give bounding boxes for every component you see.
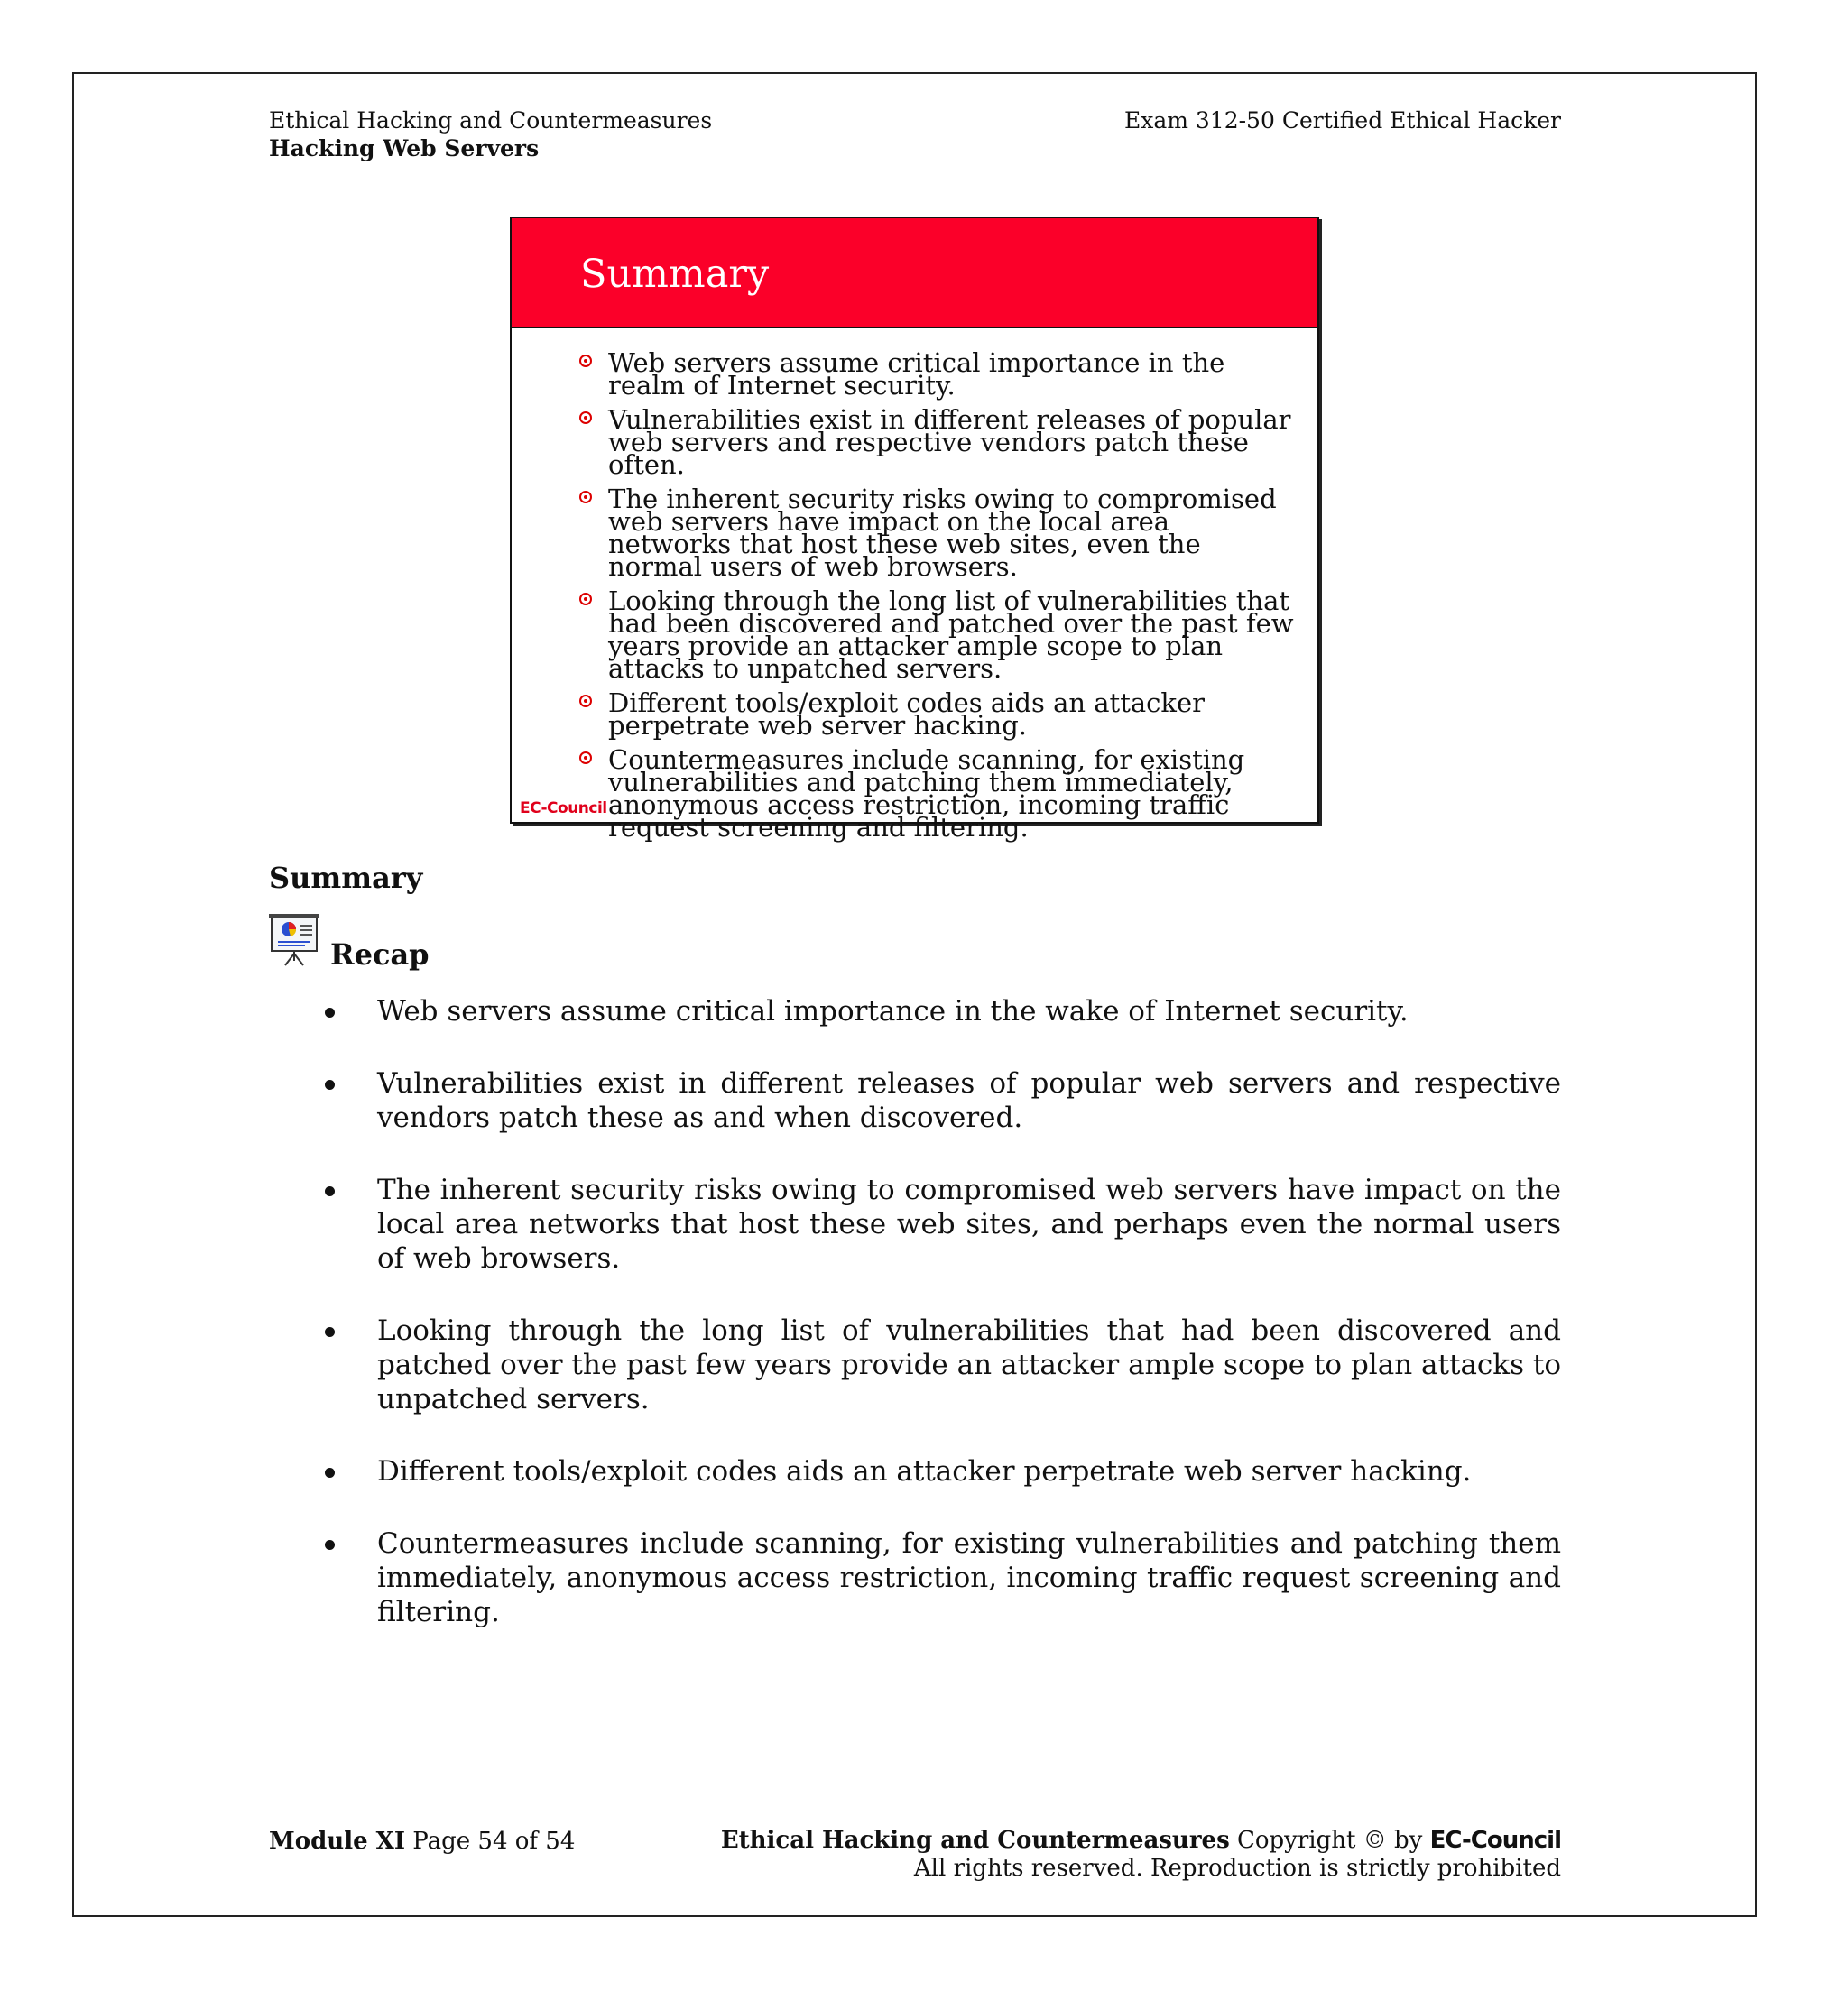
target-bullet-icon [579, 695, 592, 707]
recap-heading: Recap [330, 937, 430, 972]
recap-item-text: Looking through the long list of vulnerabilities that had been discovered and patched over the past few years provide an attacker ample scope to plan attacks to unpatched servers. [377, 1314, 1561, 1415]
slide-title: Summary [580, 252, 770, 297]
copyright-text: Copyright © by [1236, 1827, 1423, 1854]
recap-item-text: The inherent security risks owing to compromised web servers have impact on the local area networks that host these web sites, and perhaps even the normal users of web browsers. [377, 1174, 1561, 1275]
slide-bullet-text: Looking through the long list of vulnerabilities that had been discovered and patched over the past few years provide an attacker ample scope to plan attacks to unpatched servers. [608, 585, 1294, 684]
ec-council-logo: EC-Council [520, 799, 607, 817]
bullet-dot-icon [325, 1008, 335, 1018]
section-heading: Summary [269, 861, 423, 895]
bullet-dot-icon [325, 1468, 335, 1478]
bullet-dot-icon [325, 1540, 335, 1550]
page-header-left [269, 106, 712, 162]
copyright-title: Ethical Hacking and Countermeasures [720, 1827, 1230, 1854]
module-title: Hacking Web Servers [269, 135, 540, 161]
presentation-board-icon [269, 914, 321, 972]
recap-item [377, 1526, 1561, 1629]
recap-item [377, 1314, 1561, 1416]
slide-bullet-text: The inherent security risks owing to compromised web servers have impact on the local area networks that host these web sites, even the normal users of web browsers. [608, 484, 1277, 582]
module-label: Module XI [269, 1828, 406, 1855]
summary-slide [510, 217, 1319, 843]
course-title: Ethical Hacking and Countermeasures [269, 107, 713, 134]
page-number: Page 54 of 54 [412, 1828, 576, 1855]
recap-item [377, 1454, 1561, 1489]
slide-bullet-text: Countermeasures include scanning, for existing vulnerabilities and patching them immediately, anonymous access restriction, incoming traffic request screening and filtering. [608, 744, 1245, 843]
page-footer-right [721, 1827, 1561, 1883]
slide-bullet-item [579, 347, 1297, 401]
slide-bullet-text: Web servers assume critical importance in the realm of Internet security. [608, 347, 1225, 401]
bullet-dot-icon [325, 1327, 335, 1337]
target-bullet-icon [579, 355, 592, 367]
recap-item [377, 1173, 1561, 1276]
page-footer-left [269, 1827, 575, 1856]
recap-item-text: Web servers assume critical importance in the wake of Internet security. [377, 995, 1409, 1028]
slide-bullet-list [579, 347, 1297, 851]
recap-item-text: Different tools/exploit codes aids an attacker perpetrate web server hacking. [377, 1455, 1472, 1488]
exam-label: Exam 312-50 Certified Ethical Hacker [1123, 107, 1561, 134]
target-bullet-icon [579, 751, 592, 764]
slide-bullet-item [579, 484, 1297, 582]
slide-bullet-item [579, 744, 1297, 843]
slide-header-bar [512, 218, 1317, 328]
target-bullet-icon [579, 491, 592, 503]
bullet-dot-icon [325, 1186, 335, 1196]
slide-bullet-item [579, 404, 1297, 480]
ec-council-brand: EC-Council [1429, 1827, 1561, 1854]
recap-item-text: Vulnerabilities exist in different releases of popular web servers and respective vendors patch these as and when discovered. [377, 1067, 1561, 1134]
recap-item-text: Countermeasures include scanning, for existing vulnerabilities and patching them immediately, anonymous access restriction, incoming traffic request screening and filtering. [377, 1527, 1561, 1628]
bullet-dot-icon [325, 1080, 335, 1090]
target-bullet-icon [579, 411, 592, 424]
slide-bullet-text: Vulnerabilities exist in different releases of popular web servers and respective vendors patch these often. [608, 404, 1291, 480]
recap-item [377, 1066, 1561, 1135]
copyright-line [721, 1827, 1561, 1855]
slide-bullet-item [579, 687, 1297, 741]
slide-bullet-text: Different tools/exploit codes aids an attacker perpetrate web server hacking. [608, 687, 1205, 741]
target-bullet-icon [579, 593, 592, 605]
rights-notice: All rights reserved. Reproduction is strictly prohibited [913, 1855, 1561, 1882]
recap-item [377, 994, 1561, 1028]
slide-bullet-item [579, 585, 1297, 684]
recap-list [377, 994, 1561, 1667]
